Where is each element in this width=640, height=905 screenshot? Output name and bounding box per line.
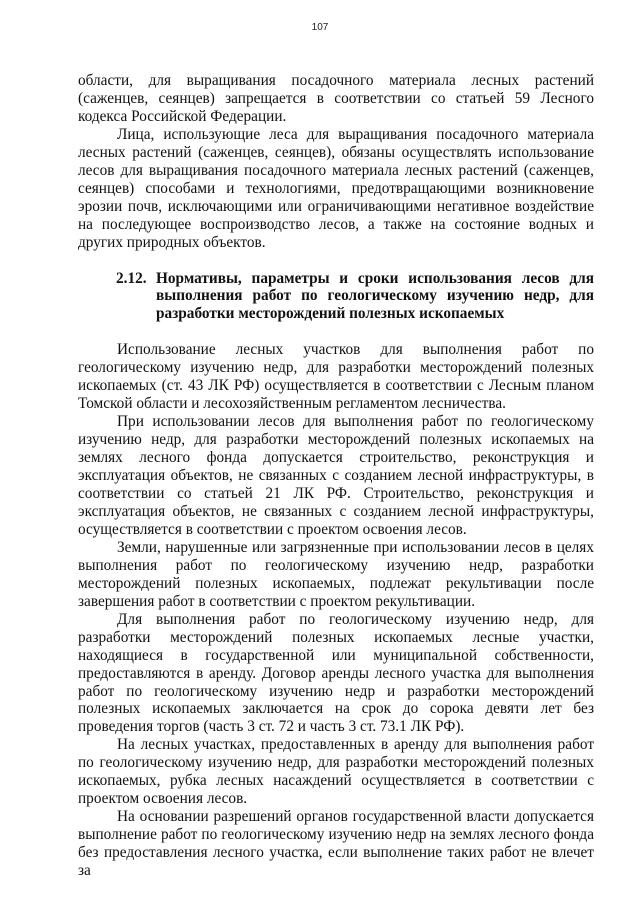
page-content <box>78 72 594 880</box>
paragraph: На основании разрешений органов государственной власти допускается выполнение работ по геологическому изучению недр на землях лесного фонда без предоставления лесного участка, если выполнение таких работ не влечет за <box>78 808 594 880</box>
paragraph: На лесных участках, предоставленных в аренду для выполнения работ по геологическому изучению недр, для разработки месторождений полезных ископаемых, рубка лесных насаждений осуществляется в соответствии с проектом освоения лесов. <box>78 736 594 808</box>
paragraph: Использование лесных участков для выполнения работ по геологическому изучению недр, для разработки месторождений полезных ископаемых (ст. 43 ЛК РФ) осуществляется в соответствии с Лесным планом Томской области и лесохозяйственным регламентом лесничества. <box>78 341 594 413</box>
paragraph: Для выполнения работ по геологическому изучению недр, для разработки месторождений полезных ископаемых лесные участки, находящиеся в государственной или муниципальной собственности, предоставляются в аренду. Договор аренды лесного участка для выполнения работ по геологическому изучению недр и разработки месторождений полезных ископаемых заключается на срок до сорока девяти лет без проведения торгов (часть 3 ст. 72 и часть 3 ст. 73.1 ЛК РФ). <box>78 610 594 736</box>
paragraph: При использовании лесов для выполнения работ по геологическому изучению недр, для разработки месторождений полезных ископаемых на землях лесного фонда допускается строительство, реконструкция и эксплуатация объектов, не связанных с созданием лесной инфраструктуры, в соответствии со статьей 21 ЛК РФ. Строительство, реконструкция и эксплуатация объектов, не связанных с созданием лесной инфраструктуры, осуществляется в соответствии с проектом освоения лесов. <box>78 413 594 538</box>
section-number: 2.12. <box>116 269 147 287</box>
paragraph: области, для выращивания посадочного материала лесных растений (саженцев, сеянцев) запрещается в соответствии со статьей 59 Лесного кодекса Российской Федерации. <box>78 72 594 125</box>
paragraph: Земли, нарушенные или загрязненные при использовании лесов в целях выполнения работ по геологическому изучению недр, разработки месторождений полезных ископаемых, подлежат рекультивации после завершения работ в соответствии с проектом рекультивации. <box>78 538 594 610</box>
section-title: Нормативы, параметры и сроки использования лесов для выполнения работ по геологическому изучению недр, для разработки месторождений полезных ископаемых <box>156 269 594 323</box>
page-number: 107 <box>311 22 329 33</box>
paragraph: Лица, использующие леса для выращивания посадочного материала лесных растений (саженцев, сеянцев), обязаны осуществлять использование лесов для выращивания посадочного материала лесных растений (саженцев, сеянцев) способами и технологиями, предотвращающими возникновение эрозии почв, исключающими или ограничивающими негативное воздействие на последующее воспроизводство лесов, а также на состояние водных и других природных объектов. <box>78 125 594 251</box>
section-heading <box>78 270 594 324</box>
